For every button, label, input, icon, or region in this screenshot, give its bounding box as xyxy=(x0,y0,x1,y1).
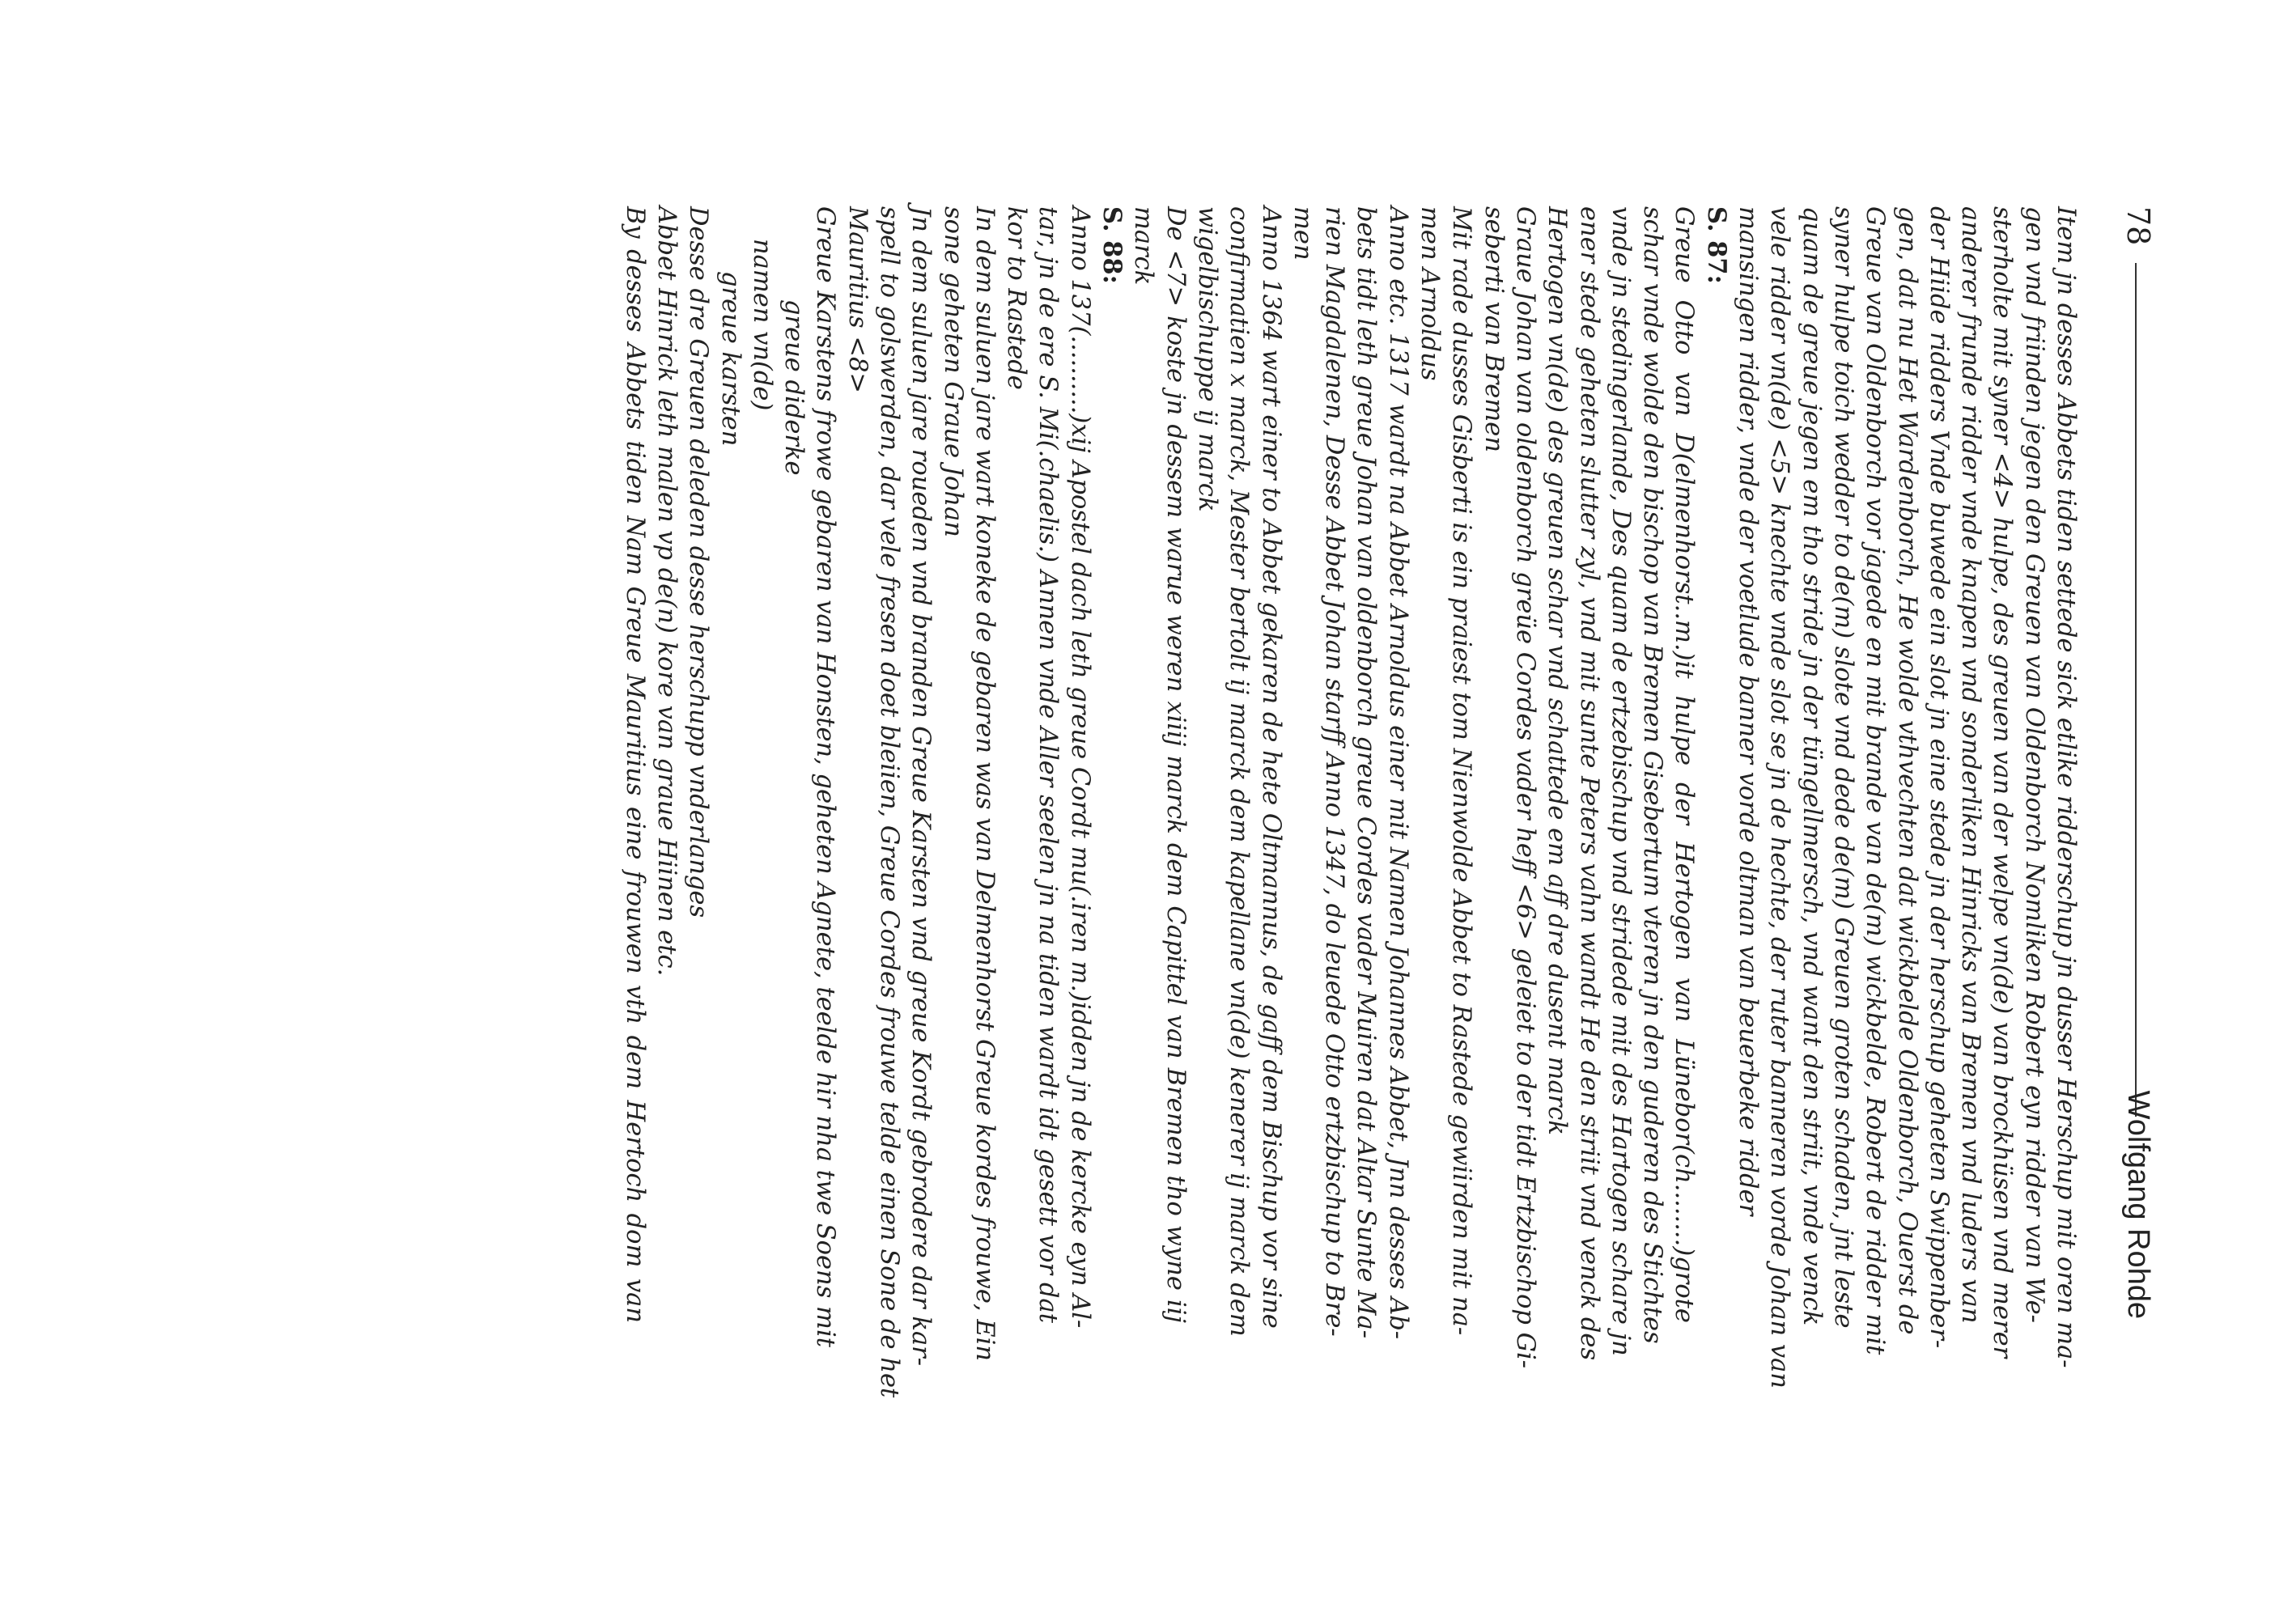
text-line: namen vn(de) xyxy=(747,239,776,411)
text-line: Mit rade dusses Gisberti is ein praiest tom Nienwolde Abbet to Rastede gewiirden mit na- xyxy=(1447,206,1476,1336)
section-heading: S. 88: xyxy=(1097,206,1127,284)
text-line: rien Magdalenen, Desse Abbet Johan starff Anno 1347, do leuede Otto ertzbischup to Bre- xyxy=(1320,206,1349,1337)
text-line: schar vnde wolde den bischop van Bremen Gisebertum vteren jn den guderen des Stichtes xyxy=(1638,206,1667,1344)
text-body xyxy=(618,206,2082,1398)
text-line: By desses Abbets tiden Nam Greue Mauritius eine frouwen vth dem Hertoch dom van xyxy=(620,206,649,1323)
text-line: gen, dat nu Het Wardenborch, He wolde vthvechten dat wickbelde Oldenborch, Ouerst de xyxy=(1892,206,1921,1335)
text-line: Anno etc. 1317 wardt na Abbet Arnoldus einer mit Namen Johannes Abbet, Jnn desses Ab- xyxy=(1383,206,1412,1340)
text-line: mansingen ridder, vnde der voetlude banner vorde oltman van beuerbeke ridder xyxy=(1734,206,1763,1216)
text-line: Greue Otto van D(elmenhorst..m.)it hulpe der Hertogen van Lünebor(ch........)grote xyxy=(1670,206,1699,1323)
text-line: Anno 137(..........)xij Apostel dach leth greue Cordt mu(.iren m.)idden jn de kercke eyn Al- xyxy=(1065,206,1094,1329)
text-line: confirmatien x marck, Mester bertolt ij marck dem kapellane vn(de) kenerer ij marck dem xyxy=(1225,206,1254,1337)
section-heading: S. 87: xyxy=(1701,206,1731,284)
text-line: Greue van Oldenborch vor jagede en mit brande van de(m) wickbelde, Robert de ridder mit xyxy=(1861,206,1890,1355)
author-name: Wolfgang Rohde xyxy=(2121,1090,2155,1319)
text-line: greue diderke xyxy=(779,299,809,476)
text-line: Anno 1364 wart einer to Abbet gekaren de hete Oltmannus, de gaff dem Bischup vor sine xyxy=(1256,206,1285,1329)
page-number: 78 xyxy=(2120,206,2156,246)
text-line: Abbet Hinrick leth malen vp de(n) kore van graue Hiinen etc. xyxy=(652,206,681,977)
text-line: Hertogen vn(de) des greuen schar vnd schattede em aff dre dusent marck xyxy=(1543,206,1572,1135)
text-line: marck xyxy=(1129,206,1158,286)
text-line: In dem suluen jare wart koneke de gebaren was van Delmenhorst Greue kordes frouwe, Ein xyxy=(970,206,999,1361)
text-line: der Hiide ridders Vnde buwede ein slot jn eine stede jn der herschup geheten Swippenber- xyxy=(1924,206,1953,1349)
text-line: vnde jn stedingerlande, Des quam de ertzebischup vnd stridede mit des Hartogen schare jn xyxy=(1606,206,1635,1356)
text-line: Jn dem suluen jare roueden vnd branden Greue Karsten vnd greue Kordt gebrodere dar kar- xyxy=(906,206,936,1367)
page-header xyxy=(2106,206,2154,1319)
text-line: Item jn desses Abbets tiden settede sick etlike ridderschup jn dusser Herschup mit oren ma- xyxy=(2052,206,2080,1368)
text-line: sterholte mit syner <4> hulpe, des greuen van der welpe vn(de) van brockhüsen vnd merer xyxy=(1988,206,2017,1359)
text-line: sone geheten Graue Johan xyxy=(938,206,967,537)
text-line: spell to golswerden, dar vele fresen doet bleiien, Greue Cordes frouwe telde einen Sone de het xyxy=(875,206,904,1398)
text-line: men Arnoldus xyxy=(1416,206,1445,381)
text-line: ener stede geheten slutter zyl, vnd mit sunte Peters vahn wandt He den striit vnd venck des xyxy=(1574,206,1603,1361)
text-line: kor to Rastede xyxy=(1002,206,1031,390)
text-line: seberti van Bremen xyxy=(1479,206,1508,452)
text-line: men xyxy=(1288,206,1317,261)
text-line: Desse dre Greuen deleden desse herschupp vnderlanges xyxy=(684,206,713,918)
text-line: Graue Johan van oldenborch greüe Cordes vader heff <6> geleiet to der tidt Ertzbischop Gi- xyxy=(1510,206,1539,1369)
header-rule xyxy=(2135,263,2137,1117)
text-line: De <7> koste jn dessem warue weren xiiij marck dem Capittel van Bremen tho wyne iij xyxy=(1161,206,1190,1323)
text-line: tar, jn de ere S. Mi(.chaelis.) Annen vnde Aller seelen jn na tiden wardt idt gesett vor dat xyxy=(1034,206,1063,1323)
text-line: quam de greue jegen em tho stride jn der tüngellmersch, vnd want den striit, vnde venck xyxy=(1797,206,1826,1326)
text-line: syner hulpe toich wedder to de(m) slote vnd dede de(m) Greuen groten schaden, jnt leste xyxy=(1828,206,1857,1329)
text-line: greue karsten xyxy=(715,271,745,447)
text-line: anderer frunde ridder vnde knapen vnd sonderliken Hinricks van Bremen vnd luders van xyxy=(1956,206,1985,1324)
text-line: vele ridder vn(de) <5> knechte vnde slot se jn de hechte, der ruter banneren vorde Johan van xyxy=(1765,206,1794,1389)
text-line: gen vnd friinden jegen den Greuen van Oldenborch Nomliken Robert eyn ridder van We- xyxy=(2019,206,2048,1323)
text-line: wigelbischuppe ij marck xyxy=(1192,206,1221,512)
text-line: Greue Karstens frowe gebaren van Honsten, geheten Agnete, teelde hir nha twe Soens mit xyxy=(811,206,840,1347)
text-line: bets tidt leth greue Johan van oldenborch greue Cordes vader Muiren dat Altar Sunte Ma- xyxy=(1352,206,1381,1338)
text-line: Mauritius <8> xyxy=(843,206,872,393)
